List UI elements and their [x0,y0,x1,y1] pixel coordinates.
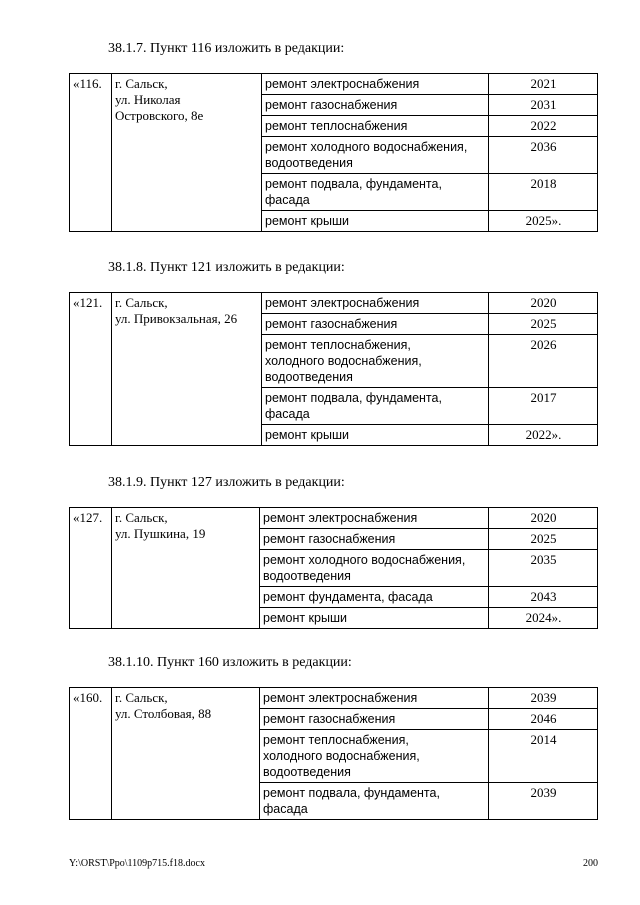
work-year: 2043 [489,587,598,608]
section-table [69,292,598,446]
item-address: г. Сальск, ул. Привокзальная, 26 [112,293,262,446]
work-type: ремонт газоснабжения [262,314,489,335]
work-type: ремонт теплоснабжения, холодного водоснабжения, водоотведения [262,335,489,388]
work-year: 2022 [489,116,598,137]
section-heading: 38.1.8. Пункт 121 изложить в редакции: [108,260,345,275]
work-type: ремонт газоснабжения [262,95,489,116]
work-type: ремонт холодного водоснабжения, водоотведения [262,137,489,174]
work-type: ремонт холодного водоснабжения, водоотведения [260,550,489,587]
work-type: ремонт электроснабжения [262,293,489,314]
work-year: 2031 [489,95,598,116]
work-type: ремонт крыши [262,425,489,446]
section-heading: 38.1.9. Пункт 127 изложить в редакции: [108,475,345,490]
work-year: 2025 [489,529,598,550]
work-type: ремонт электроснабжения [262,74,489,95]
section-heading: 38.1.10. Пункт 160 изложить в редакции: [108,655,352,670]
work-year: 2020 [489,508,598,529]
work-year: 2018 [489,174,598,211]
table-row [70,508,598,529]
work-year: 2020 [489,293,598,314]
section-table [69,507,598,629]
work-year: 2017 [489,388,598,425]
table-row [70,293,598,314]
item-number: «116. [70,74,112,232]
work-type: ремонт фундамента, фасада [260,587,489,608]
work-year: 2022». [489,425,598,446]
work-year: 2021 [489,74,598,95]
work-year: 2046 [489,709,598,730]
work-type: ремонт крыши [262,211,489,232]
section-heading: 38.1.7. Пункт 116 изложить в редакции: [108,41,345,56]
work-type: ремонт подвала, фундамента, фасада [262,388,489,425]
item-address: г. Сальск, ул. Столбовая, 88 [112,688,260,820]
work-type: ремонт газоснабжения [260,709,489,730]
work-type: ремонт подвала, фундамента, фасада [262,174,489,211]
work-year: 2014 [489,730,598,783]
work-type: ремонт подвала, фундамента, фасада [260,783,489,820]
table-row [70,688,598,709]
work-type: ремонт газоснабжения [260,529,489,550]
item-address: г. Сальск, ул. Николая Островского, 8е [112,74,262,232]
work-year: 2025 [489,314,598,335]
item-number: «160. [70,688,112,820]
work-type: ремонт теплоснабжения, холодного водоснабжения, водоотведения [260,730,489,783]
work-year: 2026 [489,335,598,388]
work-type: ремонт теплоснабжения [262,116,489,137]
item-number: «127. [70,508,112,629]
work-year: 2024». [489,608,598,629]
work-year: 2036 [489,137,598,174]
work-type: ремонт электроснабжения [260,688,489,709]
work-year: 2035 [489,550,598,587]
footer-file-path: Y:\ORST\Ppo\1109p715.f18.docx [69,858,205,869]
work-year: 2025». [489,211,598,232]
item-address: г. Сальск, ул. Пушкина, 19 [112,508,260,629]
work-year: 2039 [489,783,598,820]
work-type: ремонт электроснабжения [260,508,489,529]
work-type: ремонт крыши [260,608,489,629]
section-table [69,73,598,232]
table-row [70,74,598,95]
section-table [69,687,598,820]
page-number: 200 [583,858,598,869]
work-year: 2039 [489,688,598,709]
item-number: «121. [70,293,112,446]
